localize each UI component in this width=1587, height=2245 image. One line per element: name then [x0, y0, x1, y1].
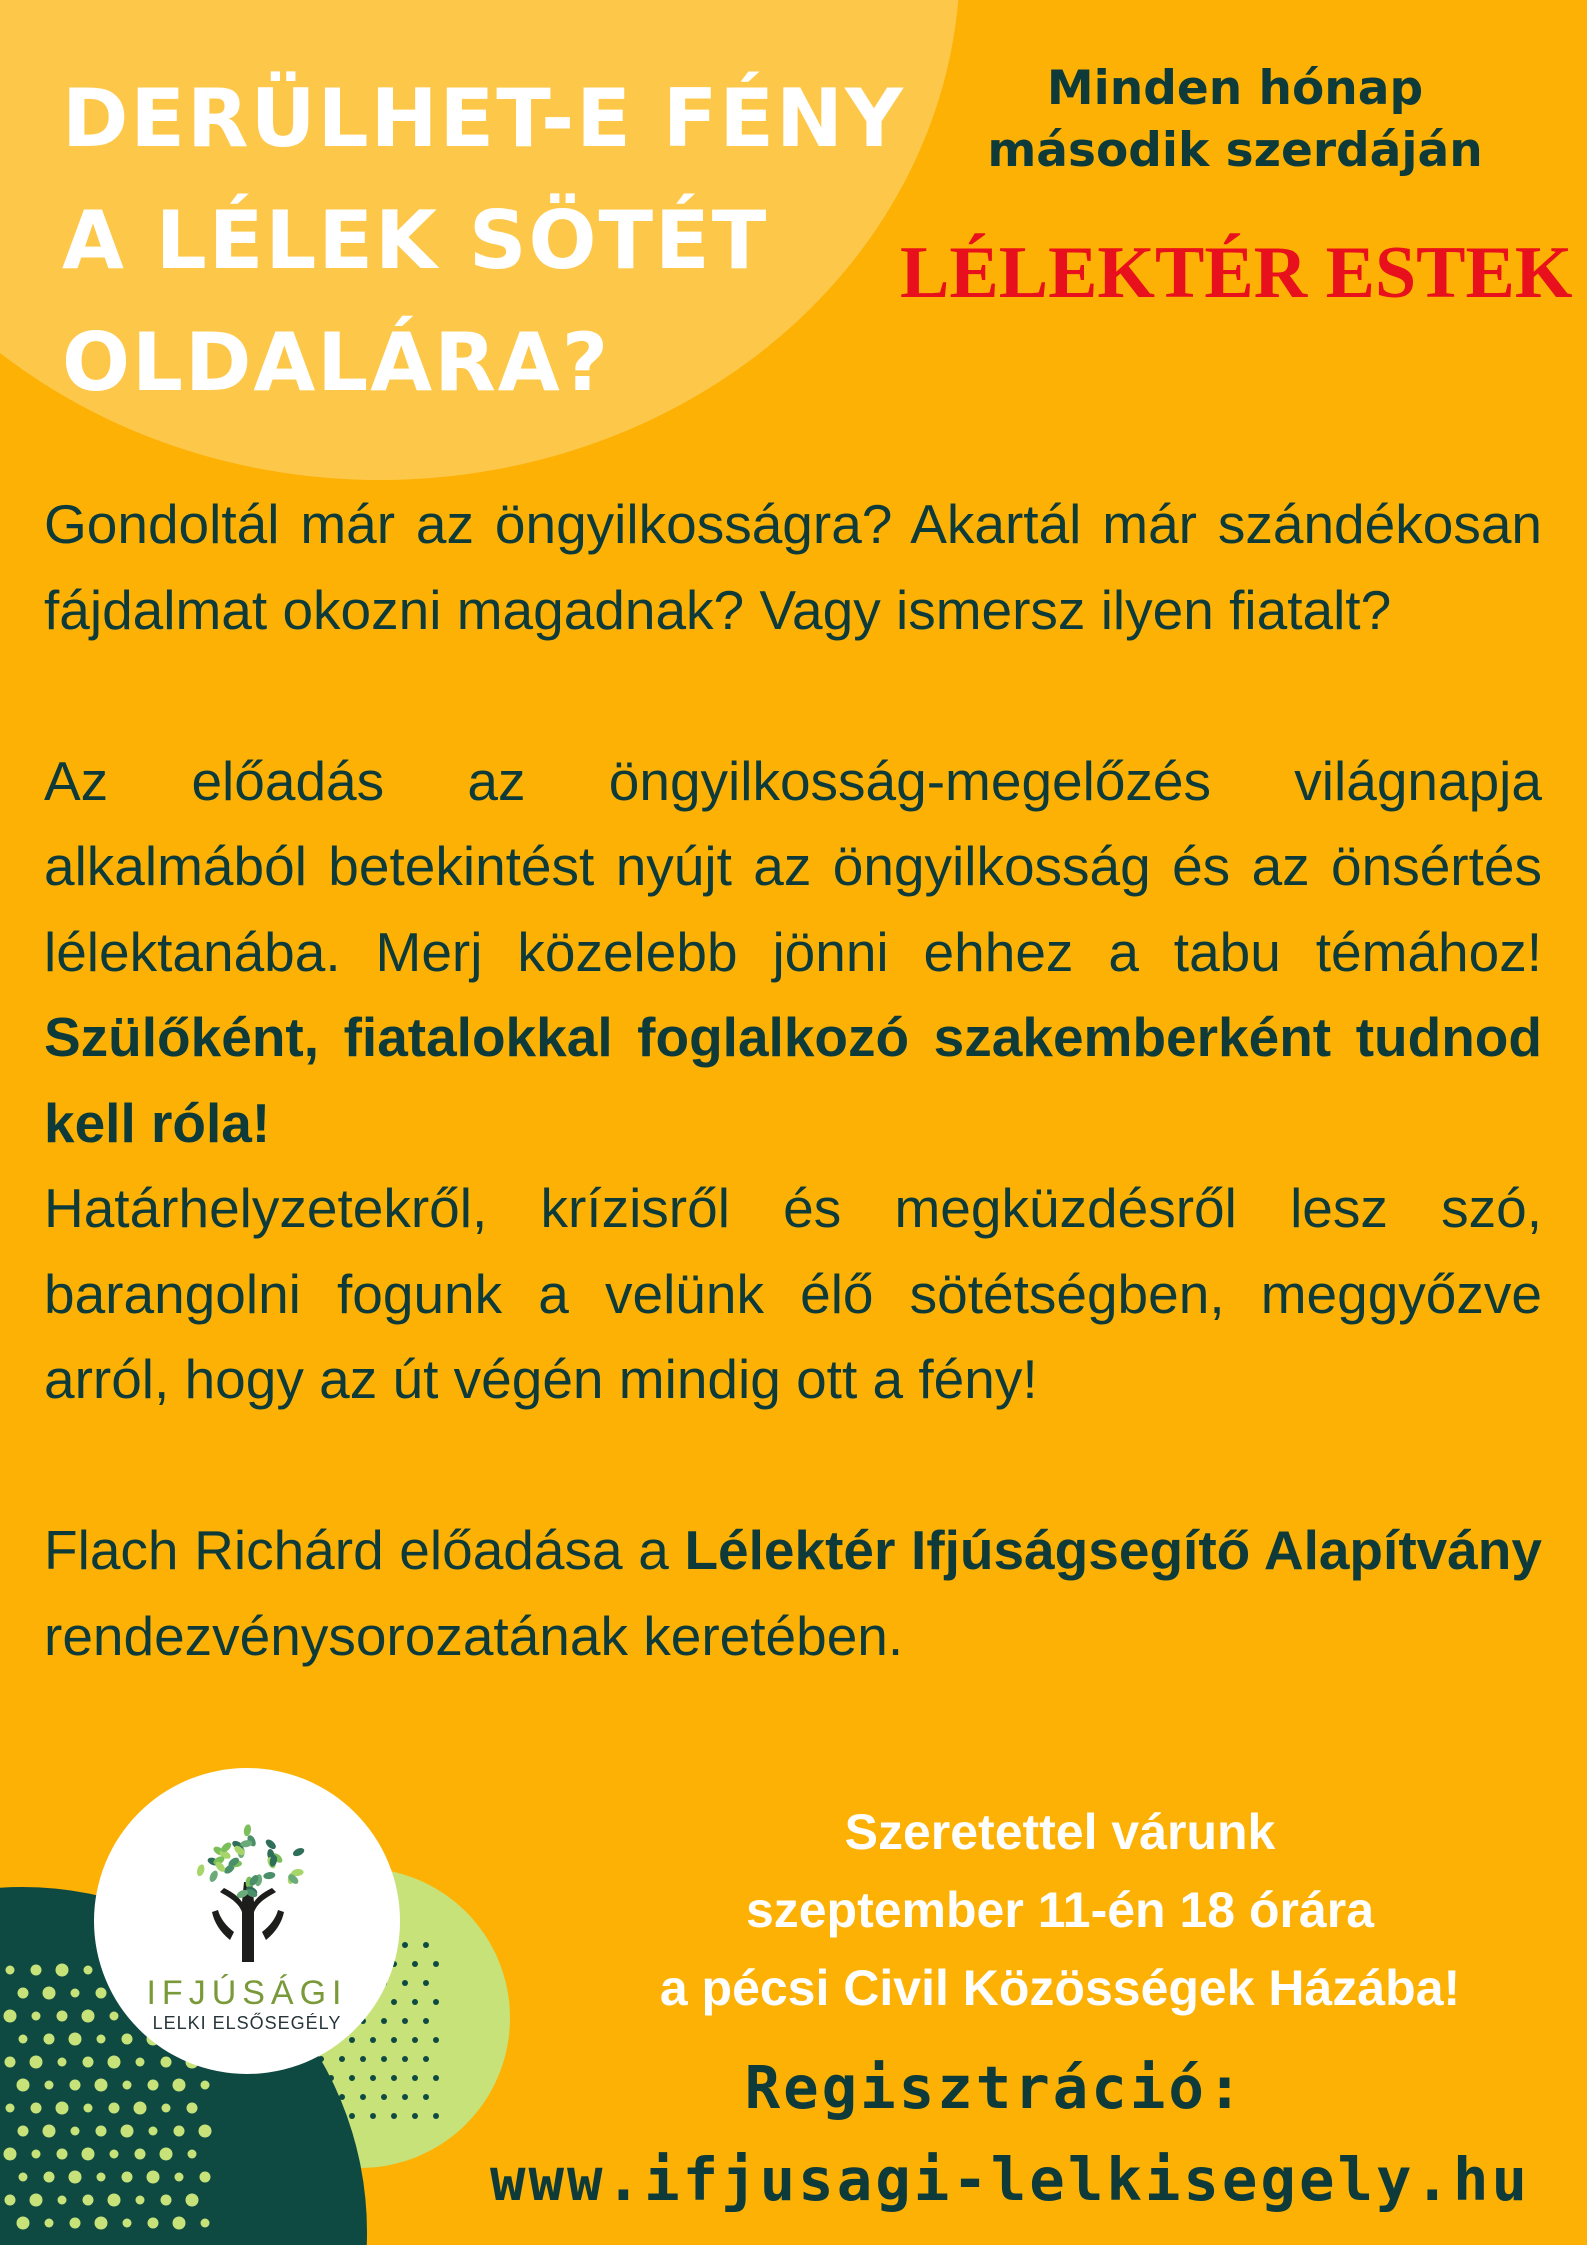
schedule-line-2: második szerdáján — [987, 123, 1483, 178]
paragraph-2-text: Az előadás az öngyilkosság-megelőzés világnapja alkalmából betekintést nyújt az öngyilkosság és az önsértés lélektanába. Merj közelebb jönni ehhez a tabu témához! — [44, 749, 1542, 983]
paragraph-2-emphasis: Szülőként, fiatalokkal foglalkozó szakemberként tudnod kell róla! — [44, 1006, 1542, 1154]
tree-leaves — [196, 1824, 306, 1900]
body-text — [44, 482, 1542, 1679]
paragraph-spacer — [44, 653, 1542, 739]
paragraph-4-text-1: Flach Richárd előadása a — [44, 1519, 685, 1581]
organizer-name: Lélektér Ifjúságsegítő Alapítvány — [684, 1519, 1542, 1581]
invitation — [560, 1793, 1560, 2027]
logo-subtitle: LELKI ELSŐSEGÉLY — [152, 2013, 342, 2033]
invitation-line-1: Szeretettel várunk — [844, 1804, 1276, 1860]
paragraph-4-text-2: rendezvénysorozatának keretében. — [44, 1604, 904, 1667]
poster-title — [62, 58, 922, 424]
body-paragraph-3: Határhelyzetekről, krízisről és megküzdésről lesz szó, barangolni fogunk a velünk élő sötétségben, meggyőzve arról, hogy az út végén mindig ott a fény! — [44, 1177, 1542, 1410]
title-line-2: A LÉLEK SÖTÉT — [62, 194, 769, 287]
logo-name: IFJÚSÁGI — [146, 1974, 348, 2012]
body-paragraph-1: Gondoltál már az öngyilkosságra? Akartál már szándékosan fájdalmat okozni magadnak? Vagy ismersz ilyen fiatalt? — [44, 493, 1542, 641]
body-paragraph-4 — [44, 1508, 1542, 1679]
registration — [490, 2042, 1531, 2226]
title-line-3: OLDALÁRA? — [62, 316, 611, 409]
schedule-text — [900, 58, 1570, 182]
registration-label: Regisztráció: — [744, 2053, 1246, 2122]
series-name: LÉLEKTÉR ESTEK — [900, 232, 1573, 314]
registration-url[interactable]: www.ifjusagi-lelkisegely.hu — [490, 2145, 1531, 2214]
invitation-line-2: szeptember 11-én 18 órára — [745, 1882, 1375, 1938]
body-paragraph-2 — [44, 739, 1542, 1167]
schedule-line-1: Minden hónap — [1046, 61, 1424, 116]
invitation-line-3: a pécsi Civil Közösségek Házába! — [659, 1960, 1461, 2016]
paragraph-spacer — [44, 1423, 1542, 1509]
tree-with-hands-icon — [190, 1812, 306, 1972]
title-line-1: DERÜLHET-E FÉNY — [62, 72, 905, 165]
